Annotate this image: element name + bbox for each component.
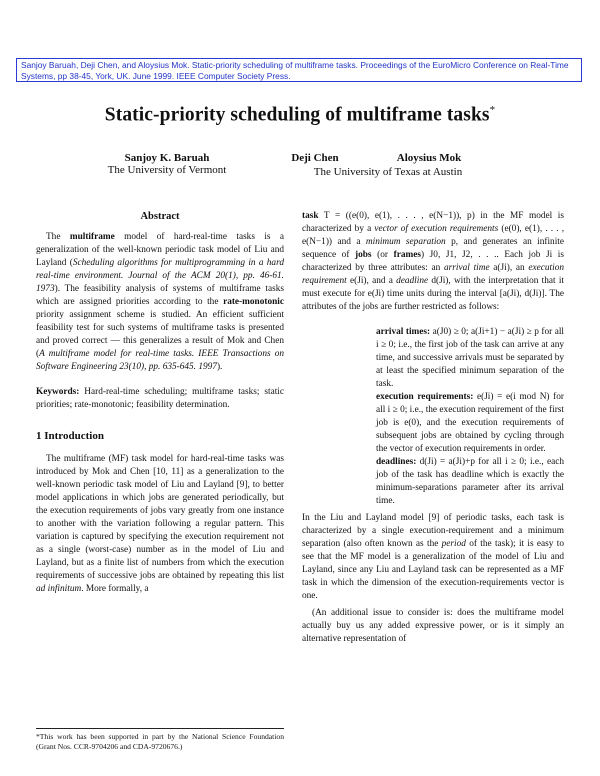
section-heading-introduction: 1 Introduction xyxy=(36,430,104,442)
intro-paragraph: The multiframe (MF) task model for hard-real-time tasks was introduced by Mok and Chen [10, 11] as a generalization to the well-known periodic task model of Liu and Layland [9], to better model applications in which jobs are generated periodically, but the execution requirements of jobs vary greatly from one instance to another with the variation following a regular pattern. This variation is captured by specifying the execution requirement not as a single (worst-case) number as in the model of Liu and Layland, but as a finite list of numbers from which the execution requirements of successive jobs are obtained by repeating this list ad infinitum. More formally, a xyxy=(36,454,284,594)
author-affiliation: The University of Vermont xyxy=(107,164,227,176)
author-name: Sanjoy K. Baruah xyxy=(124,152,210,164)
attribute-execution-requirements: execution requirements: e(Ji) = e(i mod N) for all i ≥ 0; i.e., the execution requirement of the first job is e(0), and the execution requirements of subsequent jobs are obtained by cycling through the vector of execution requirements in order. xyxy=(376,392,564,454)
author-name: Deji Chen xyxy=(291,152,339,164)
author-name: Aloysius Mok xyxy=(396,152,462,164)
keywords: Keywords: Hard-real-time scheduling; multiframe tasks; static priorities; rate-monotonic; feasibility determination. xyxy=(36,387,284,410)
author-affiliation: The University of Texas at Austin xyxy=(313,166,463,178)
title-footnote-mark: * xyxy=(489,104,496,116)
title-text: Static-priority scheduling of multiframe tasks xyxy=(104,104,490,126)
attribute-arrival-times: arrival times: a(J0) ≥ 0; a(Ji+1) − a(Ji) ≥ p for all i ≥ 0; i.e., the first job of the task can arrive at any time, and successive arrivals must be separated by at least the specified minimum separation of the task. xyxy=(376,327,565,389)
task-definition: task T = ((e(0), e(1), . . . , e(N−1)), p) in the MF model is characterized by a vector of execution requirements (e(0), e(1), . . . , e(N−1)) and a minimum separation p, and generates an infinite sequence of jobs (or frames) J0, J1, J2, . . .. Each job Ji is characterized by three attributes: an arrival time a(Ji), an execution requirement e(Ji), and a deadline d(Ji), with the interpretation that it must execute for e(Ji) time units during the interval [a(Ji), d(Ji)]. The attributes of the jobs are further restricted as follows: xyxy=(302,211,565,312)
author-baruah xyxy=(92,152,242,176)
paper-title xyxy=(0,104,600,127)
additional-issue-paragraph: (An additional issue to consider is: does the multiframe model actually buy us any added expressive power, or is it simply an alternative representation of xyxy=(302,608,564,644)
citation-banner[interactable]: Sanjoy Baruah, Deji Chen, and Aloysius Mok. Static-priority scheduling of multiframe tasks. Proceedings of the EuroMicro Conference on Real-Time Systems, pp 38-45, York, UK. June 1999. IEEE Computer Society Press. xyxy=(16,58,582,82)
left-column xyxy=(36,210,284,596)
abstract-body: The multiframe model of hard-real-time tasks is a generalization of the well-known periodic task model of Liu and Layland (Scheduling algorithms for multiprogramming in a hard real-time environment. Journal of the ACM 20(1), pp. 46-61. 1973). The feasibility analysis of systems of multiframe tasks which are assigned priorities according to the rate-monotonic priority assignment scheme is studied. An efficient sufficient feasibility test for such systems of multiframe tasks is presented and proved correct — this generalizes a result of Mok and Chen (A multiframe model for real-time tasks. IEEE Transactions on Software Engineering 23(10), pp. 635-645. 1997). xyxy=(36,232,285,372)
shared-affiliation xyxy=(278,166,498,178)
abstract-heading: Abstract xyxy=(140,211,180,222)
right-column xyxy=(302,210,564,646)
liu-layland-paragraph: In the Liu and Layland model [9] of periodic tasks, each task is characterized by a single execution-requirement and a minimum separation (also often known as the period of the task); it is easy to see that the MF model is a generalization of the model of Liu and Layland, since any Liu and Layland task can be represented as a MF task in which the dimension of the execution-requirements vector is one. xyxy=(302,513,564,601)
author-chen xyxy=(270,152,360,164)
author-mok xyxy=(384,152,474,164)
attribute-deadlines: deadlines: d(Ji) = a(Ji)+p for all i ≥ 0; i.e., each job of the task has deadline which is exactly the minimum-separations parameter after its arrival time. xyxy=(376,457,564,506)
footnote: *This work has been supported in part by the National Science Foundation (Grant Nos. CCR-9704206 and CDA-9720676.) xyxy=(36,728,284,752)
